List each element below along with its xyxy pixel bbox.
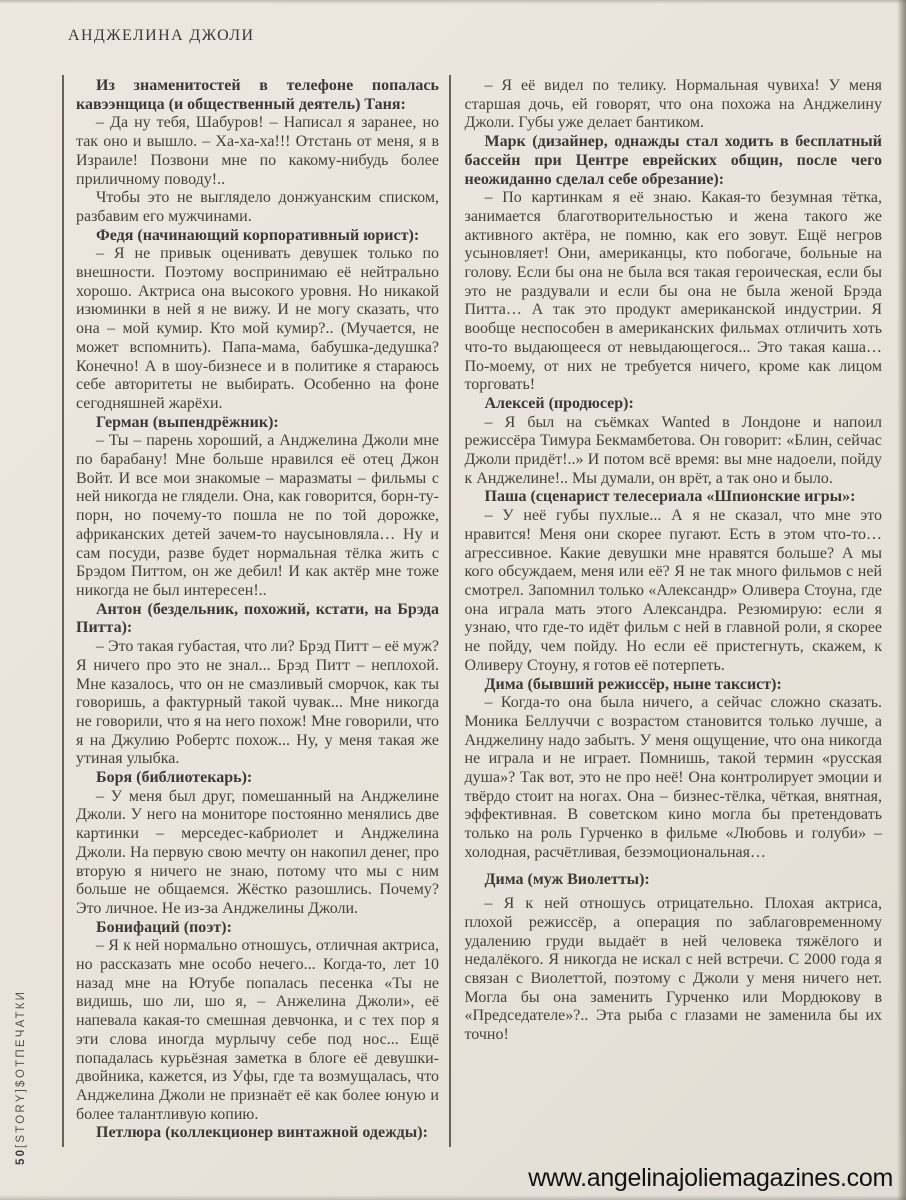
speaker-heading: Дима (бывший режиссёр, ныне таксист): <box>484 675 782 693</box>
speaker-heading: Бонифаций (поэт): <box>96 918 232 936</box>
speaker-heading: Паша (сценарист телесериала «Шпионские игры»: <box>484 488 856 506</box>
article-column-right <box>451 75 883 1153</box>
body-paragraph: – У меня был друг, помешанный на Анджелине Джоли. У него на мониторе постоянно менялись две картинки – мерседес-кабриолет и Анджелина Джоли. На первую свою мечту он накопил денег, про вторую я ничего не знаю, потому что мы с ним больше не общаемся. Жёстко разошлись. Почему? Это личное. Не из-за Анджелины Джоли. <box>76 787 439 917</box>
speaker-heading: Дима (муж Виолетты): <box>484 870 650 888</box>
article-column-left <box>64 75 449 1153</box>
speaker-heading: Петлюра (коллекционер винтажной одежды): <box>96 1124 428 1142</box>
scan-edge-top <box>0 0 906 4</box>
scan-edge-bottom <box>0 1195 906 1200</box>
page-number: 50 <box>15 1147 27 1165</box>
speaker-heading: Из знаменитостей в телефоне попалась кавээнщица (и общественный деятель) Таня: <box>76 77 439 113</box>
speaker-heading: Боря (библиотекарь): <box>96 769 253 787</box>
body-paragraph: – Это такая губастая, что ли? Брэд Питт – её муж? Я ничего про это не знал... Брэд Питт – неплохой. Мне казалось, что он не смазливый сморчок, как ты говоришь, а фактурный такой чувак... Мне никогда не говорили, что я на него похож! Мне говорили, что я на Джулию Робертс похож... Ну, у меня такая же утиная улыбка. <box>76 638 439 768</box>
page-title: АНДЖЕЛИНА ДЖОЛИ <box>68 27 255 44</box>
body-paragraph: – Я не привык оценивать девушек только по внешности. Поэтому воспринимаю её нейтрально хорошо. Актриса она высокого уровня. Но никакой изюминки в ней я не вижу. И не могу сказать, что она – мой кумир. Кто мой кумир?.. (Мучается, не может вспомнить). Папа-мама, бабушка-дедушка? Конечно! А в шоу-бизнесе и в политике я стараюсь себе авторитеты не выбирать. Особенно на фоне сегодняшней жарёхи. <box>76 245 439 412</box>
magazine-name: [STORY] <box>15 1086 27 1148</box>
speaker-heading: Алексей (продюсер): <box>484 394 634 412</box>
body-paragraph: – У неё губы пухлые... А я не сказал, что мне это нравится! Меня они скорее пугают. Есть в этом что-то… агрессивное. Какие девушки мне нравятся больше? А мы кого обсуждаем, меня или её? Я не так много фильмов с ней смотрел. Запомнил только «Александр» Оливера Стоуна, где она играла мать этого Александра. Резюмирую: если я узнаю, что где-то идёт фильм с ней в главной роли, я скорее не пойду, чем пойду. Но если её пристегнуть, скажем, к Оливеру Стоуну, я готов её потерпеть. <box>464 507 882 674</box>
body-paragraph: – Я был на съёмках Wanted в Лондоне и напоил режиссёра Тимура Бекмамбетова. Он говорит: «Блин, сейчас Джоли придёт!..» И потом всё время: вы мне надоели, пойду к Анджелине!.. Мы думали, он врёт, а так оно и было. <box>464 413 882 487</box>
body-paragraph: – Да ну тебя, Шабуров! – Написал я заранее, но так оно и вышло. – Ха-ха-ха!!! Отстань от меня, я в Израиле! Позвони мне по какому-нибудь более приличному поводу!.. <box>76 114 439 188</box>
section-name: ОТПЕЧАТКИ <box>15 990 27 1079</box>
body-paragraph: – По картинкам я её знаю. Какая-то безумная тётка, занимается благотворительностью и жена такого же активного актёра, не помню, как его зовут. Ещё негров усыновляет! Они, американцы, кто побогаче, больные на голову. Если бы она не была вся такая героическая, если бы это не раздували и если бы она не была женой Брэда Питта… А так это продукт американской индустрии. Я вообще неспособен в американских фильмах отличить хоть что-то выдающееся от невыдающегося... Это такая каша… По-моему, от них не требуется ничего, кроме как лицом торговать! <box>464 189 882 394</box>
watermark-url: www.angelinajoliemagazines.com <box>528 1164 893 1192</box>
sidebar-folio <box>15 950 36 1165</box>
speaker-heading: Герман (выпендрёжник): <box>96 413 279 431</box>
body-paragraph: – Я к ней отношусь отрицательно. Плохая актриса, плохой режиссёр, а операция по заблаговременному удалению груди выдаёт в ней человека тяжёлого и недалёкого. Я никогда не искал с ней встречи. С 2000 года я связан с Виолеттой, поэтому с Джоли у меня ничего нет. Могла бы она заменить Гурченко или Мордюкову в «Председателе»?.. Эта рыба с глазами не заменила бы их точно! <box>464 895 882 1044</box>
body-paragraph: – Ты – парень хороший, а Анджелина Джоли мне по барабану! Мне больше нравился её отец Джон Войт. И все мои знакомые – маразматы – фильмы с ней никогда не глядели. Она, как говорится, борн-ту-порн, но почему-то пошла не по той дорожке, африканских детей зачем-то наусыновляла… Ну и сам посуди, разве будет нормальная тёлка жить с Брэдом Питтом, он же дебил! И как актёр мне тоже никогда не был интересен!.. <box>76 432 439 599</box>
speaker-heading: Федя (начинающий корпоративный юрист): <box>96 226 420 244</box>
body-paragraph: – Я к ней нормально отношусь, отличная актриса, но рассказать мне особо нечего... Когда-то, лет 10 назад мне на Ютубе попалась песенка «Ты не видишь, шо ли, шо я, – Анжелина Джоли», её напевала какая-то смешная девчонка, и с тех пор я эти слова иногда мурлычу себе под нос... Ещё попадалась курьёзная заметка в блоге её девушки-двойника, кажется, из Уфы, где та возмущалась, что Анджелина Джоли не признаёт её как более юную и более талантливую копию. <box>76 937 439 1123</box>
scan-edge-right <box>897 0 906 1200</box>
speaker-heading: Марк (дизайнер, однажды стал ходить в бесплатный бассейн при Центре еврейских общин, после чего неожиданно сделал себе обрезание): <box>464 133 882 188</box>
folio-separator: $ <box>15 1078 27 1087</box>
article-columns <box>62 75 882 1153</box>
body-paragraph: – Я её видел по телику. Нормальная чувиха! У меня старшая дочь, ей говорят, что она похожа на Анджелину Джоли. Губы уже делает бантиком. <box>464 77 882 132</box>
body-paragraph: Чтобы это не выглядело донжуанским списком, разбавим его мужчинами. <box>76 189 439 225</box>
speaker-heading: Антон (бездельник, похожий, кстати, на Брэда Питта): <box>76 600 439 637</box>
body-paragraph: – Когда-то она была ничего, а сейчас сложно сказать. Моника Беллуччи с возрастом становится только лучше, а Анджелину надо забыть. У меня ощущение, что она никогда не играла и не играет. Помнишь, такой термин «русская душа»? Так вот, это не про неё! Она контролирует эмоции и твёрдо стоит на ногах. Она – бизнес-тёлка, чёткая, внятная, эффективная. В советском кино могла бы претендовать только на роль Гурченко в фильме «Любовь и голуби» – холодная, расчётливая, безэмоциональная… <box>464 694 882 861</box>
